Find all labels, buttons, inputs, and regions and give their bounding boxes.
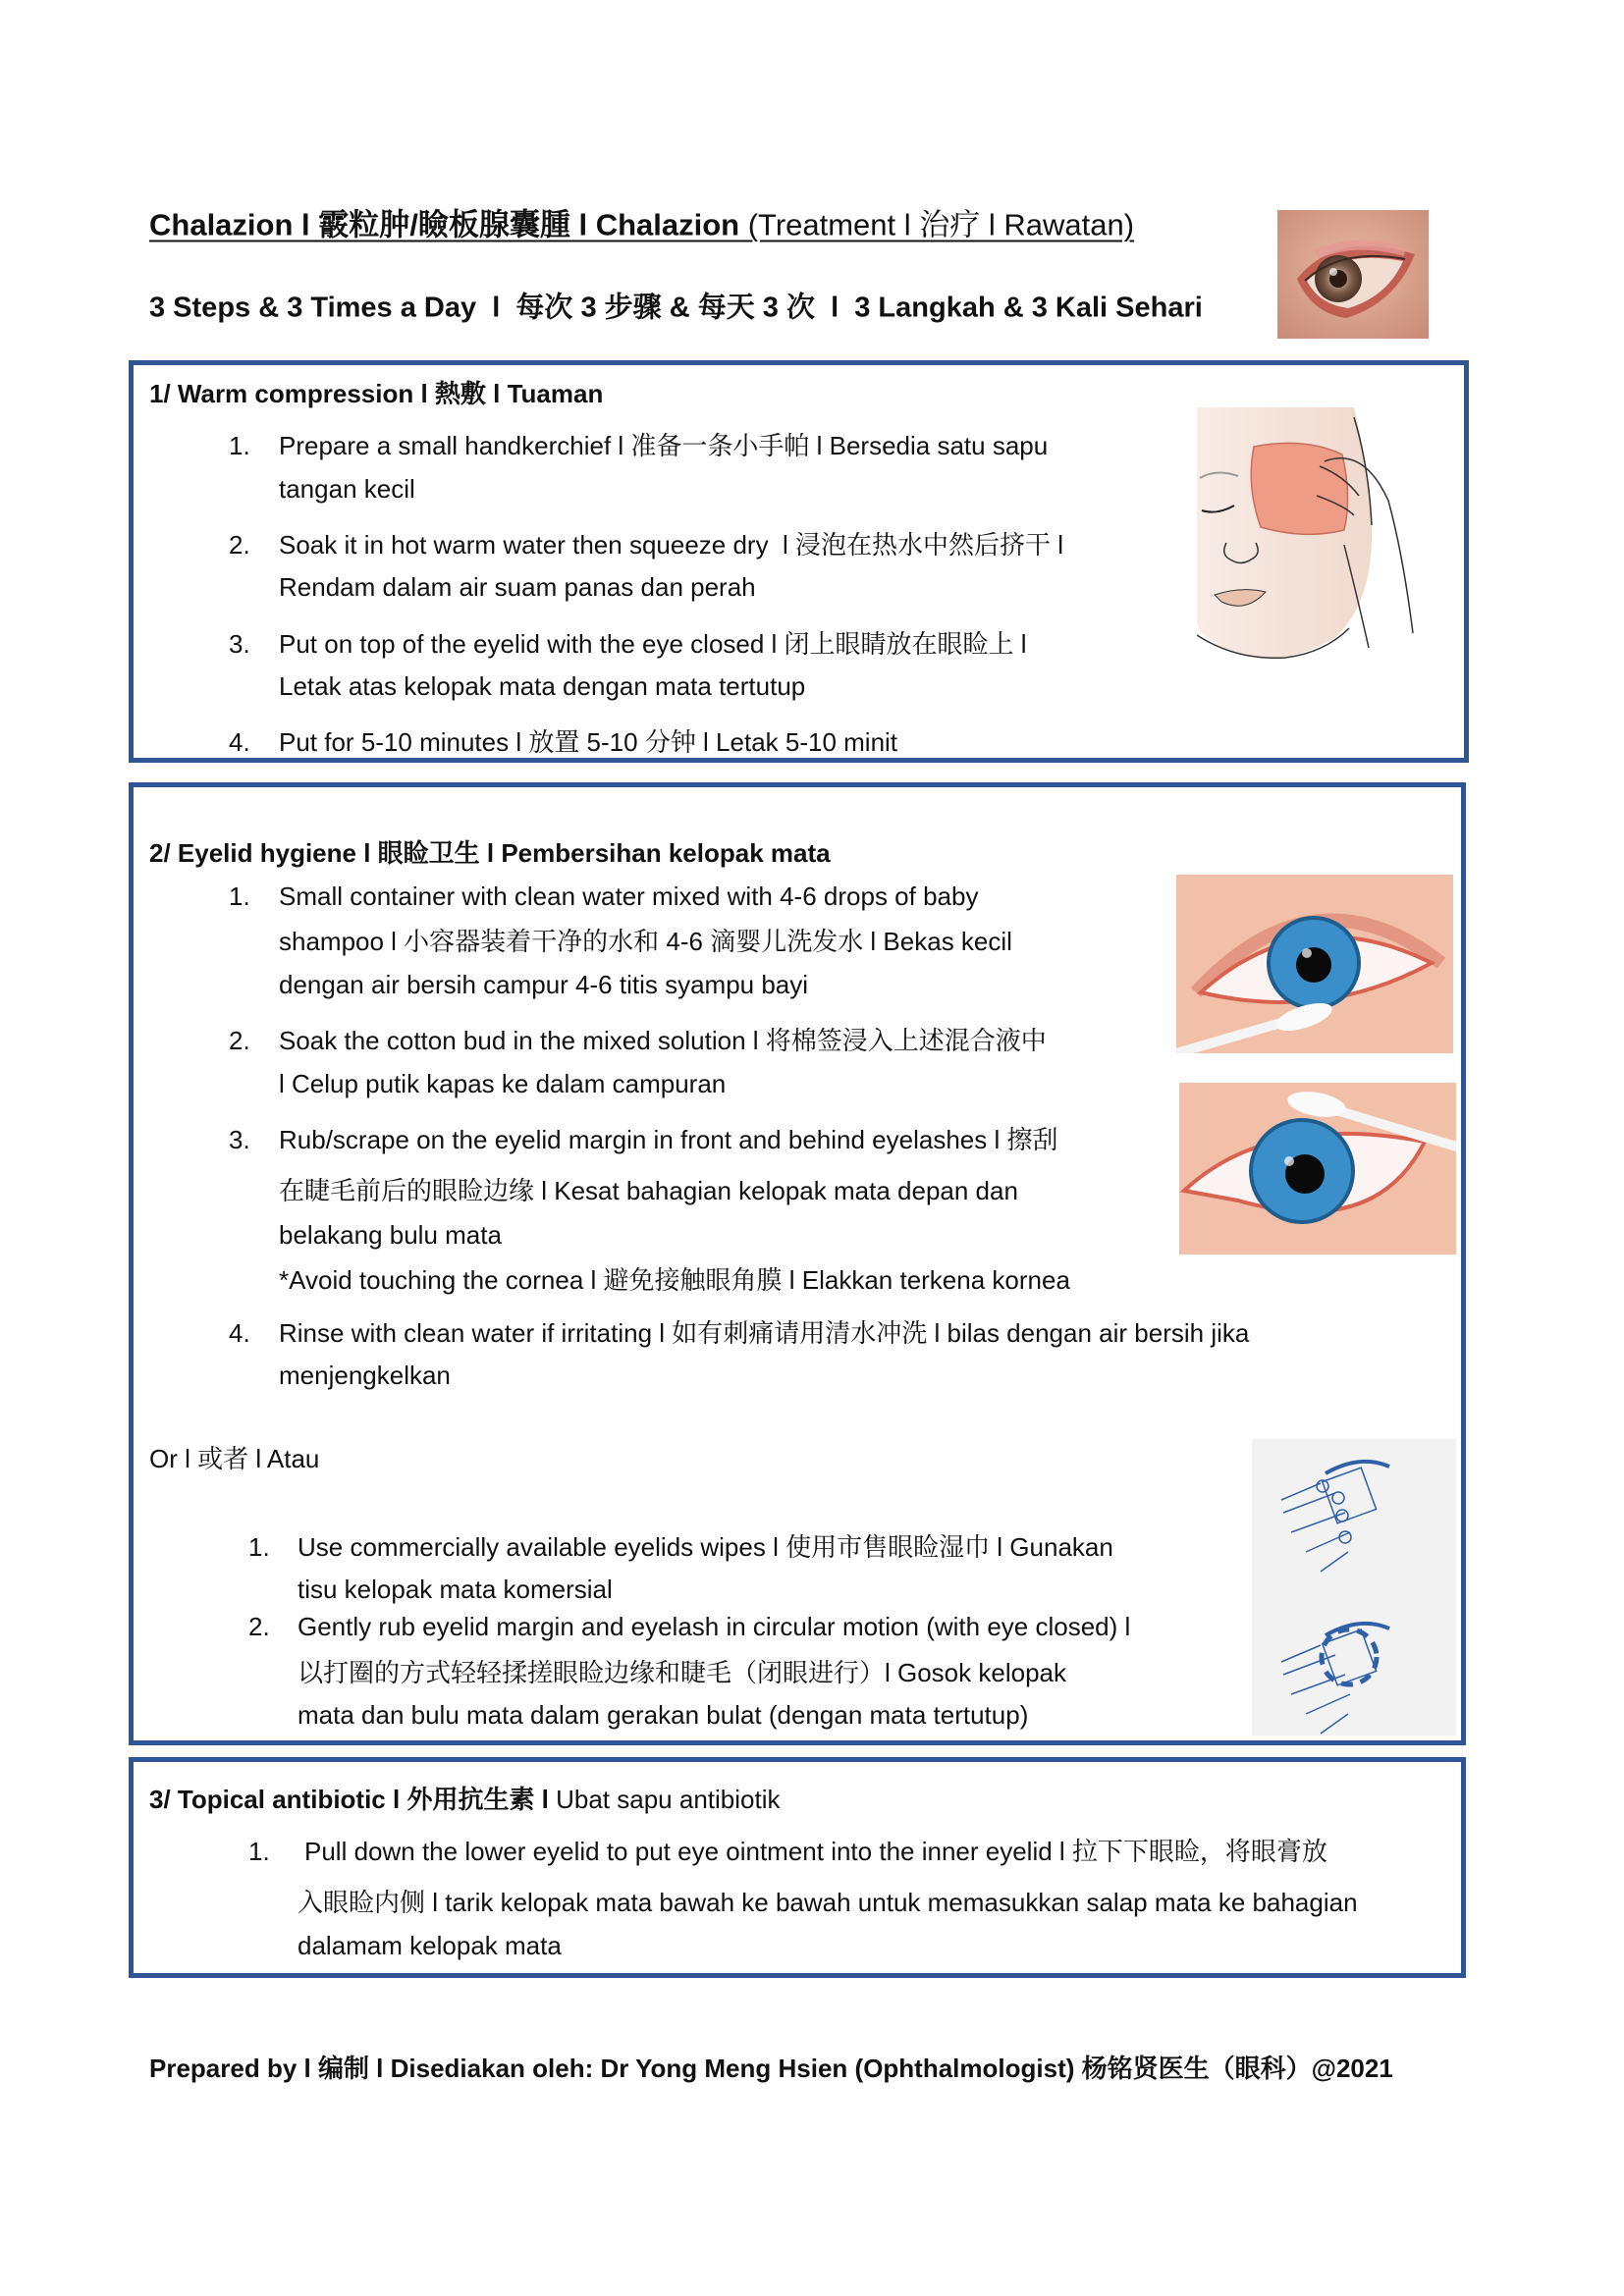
section1-heading: 1/ Warm compression l 熱敷 l Tuaman (149, 379, 604, 408)
list-item-text: 在睫毛前后的眼睑边缘 l Kesat bahagian kelopak mata depan dan (279, 1176, 1018, 1205)
list-item-text: shampoo l 小容器装着干净的水和 4-6 滴婴儿洗发水 l Bekas kecil (279, 927, 1012, 956)
list-item-text: Put on top of the eyelid with the eye closed l 闭上眼睛放在眼睑上 l (279, 629, 1027, 659)
list-number: 4. (229, 727, 250, 757)
list-item-text: 以打圈的方式轻轻揉搓眼睑边缘和睫毛（闭眼进行）l Gosok kelopak (298, 1658, 1066, 1687)
title-bold: Chalazion l 霰粒肿/瞼板腺囊腫 l Chalazion (149, 207, 740, 242)
list-item-text: dalamam kelopak mata (298, 1931, 562, 1960)
cotton-bud-upper-lid-illustration (1179, 1083, 1456, 1255)
list-number: 1. (229, 431, 250, 460)
cotton-bud-lower-lid-illustration (1176, 875, 1453, 1053)
warning-note: *Avoid touching the cornea l 避免接触眼角膜 l Elakkan terkena kornea (279, 1265, 1070, 1295)
list-number: 3. (229, 1125, 250, 1154)
or-label: Or l 或者 l Atau (149, 1444, 320, 1473)
list-item-text: Put for 5-10 minutes l 放置 5-10 分钟 l Letak 5-10 minit (279, 727, 898, 757)
list-item-text: tisu kelopak mata komersial (298, 1575, 613, 1604)
list-item-text: mata dan bulu mata dalam gerakan bulat (dengan mata tertutup) (298, 1700, 1029, 1730)
title-normal: (Treatment l 治疗 l Rawatan) (739, 207, 1135, 242)
section3-heading (149, 1787, 780, 1812)
subtitle: 3 Steps & 3 Times a Day l 每次 3 步骤 & 每天 3 次 l 3 Langkah & 3 Kali Sehari (149, 292, 1203, 324)
list-number: 1. (248, 1532, 270, 1562)
list-item-text: Rendam dalam air suam panas dan perah (279, 572, 756, 602)
list-item-text: tangan kecil (279, 474, 415, 504)
list-item-text: Letak atas kelopak mata dengan mata tertutup (279, 671, 806, 701)
list-item-text: dengan air bersih campur 4-6 titis syampu bayi (279, 970, 809, 999)
list-number: 2. (229, 1026, 250, 1055)
list-number: 1. (229, 881, 250, 911)
list-item-text: Use commercially available eyelids wipes l 使用市售眼睑湿巾 l Gunakan (298, 1532, 1113, 1562)
footer-credit: Prepared by l 编制 l Disediakan oleh: Dr Yong Meng Hsien (Ophthalmologist) 杨铭贤医生（眼科）@2021 (149, 2054, 1393, 2083)
list-item-text: Rub/scrape on the eyelid margin in front and behind eyelashes l 擦刮 (279, 1125, 1058, 1154)
warm-compress-illustration (1197, 407, 1429, 667)
list-item-text: Small container with clean water mixed with 4-6 drops of baby (279, 881, 979, 911)
list-item-text: 入眼睑内侧 l tarik kelopak mata bawah ke bawah untuk memasukkan salap mata ke bahagian (298, 1888, 1358, 1917)
list-item-text: Pull down the lower eyelid to put eye ointment into the inner eyelid l 拉下下眼睑，将眼膏放 (304, 1837, 1327, 1866)
list-item-text: Rinse with clean water if irritating l 如有刺痛请用清水冲洗 l bilas dengan air bersih jika (279, 1318, 1250, 1348)
list-item-text: Soak the cotton bud in the mixed solution l 将棉签浸入上述混合液中 (279, 1026, 1047, 1055)
list-number: 1. (248, 1837, 270, 1866)
list-number: 2. (229, 530, 250, 560)
list-item-text: menjengkelkan (279, 1361, 451, 1390)
section2-heading: 2/ Eyelid hygiene l 眼睑卫生 l Pembersihan kelopak mata (149, 838, 831, 868)
chalazion-photo (1277, 210, 1429, 339)
section3-heading-normal: Ubat sapu antibiotik (548, 1785, 781, 1814)
list-number: 3. (229, 629, 250, 659)
list-item-text: Prepare a small handkerchief l 准备一条小手帕 l Bersedia satu sapu (279, 431, 1049, 460)
list-item-text: Gently rub eyelid margin and eyelash in circular motion (with eye closed) l (298, 1612, 1131, 1641)
list-item-text: l Celup putik kapas ke dalam campuran (279, 1069, 727, 1098)
eyelid-wipes-illustration (1252, 1439, 1456, 1735)
list-number: 4. (229, 1318, 250, 1348)
list-item-text: belakang bulu mata (279, 1220, 502, 1250)
list-number: 2. (248, 1612, 270, 1641)
list-item-text: Soak it in hot warm water then squeeze dry l 浸泡在热水中然后挤干 l (279, 530, 1064, 560)
page-title (149, 207, 1135, 242)
section3-heading-bold: 3/ Topical antibiotic l 外用抗生素 l (149, 1785, 549, 1814)
